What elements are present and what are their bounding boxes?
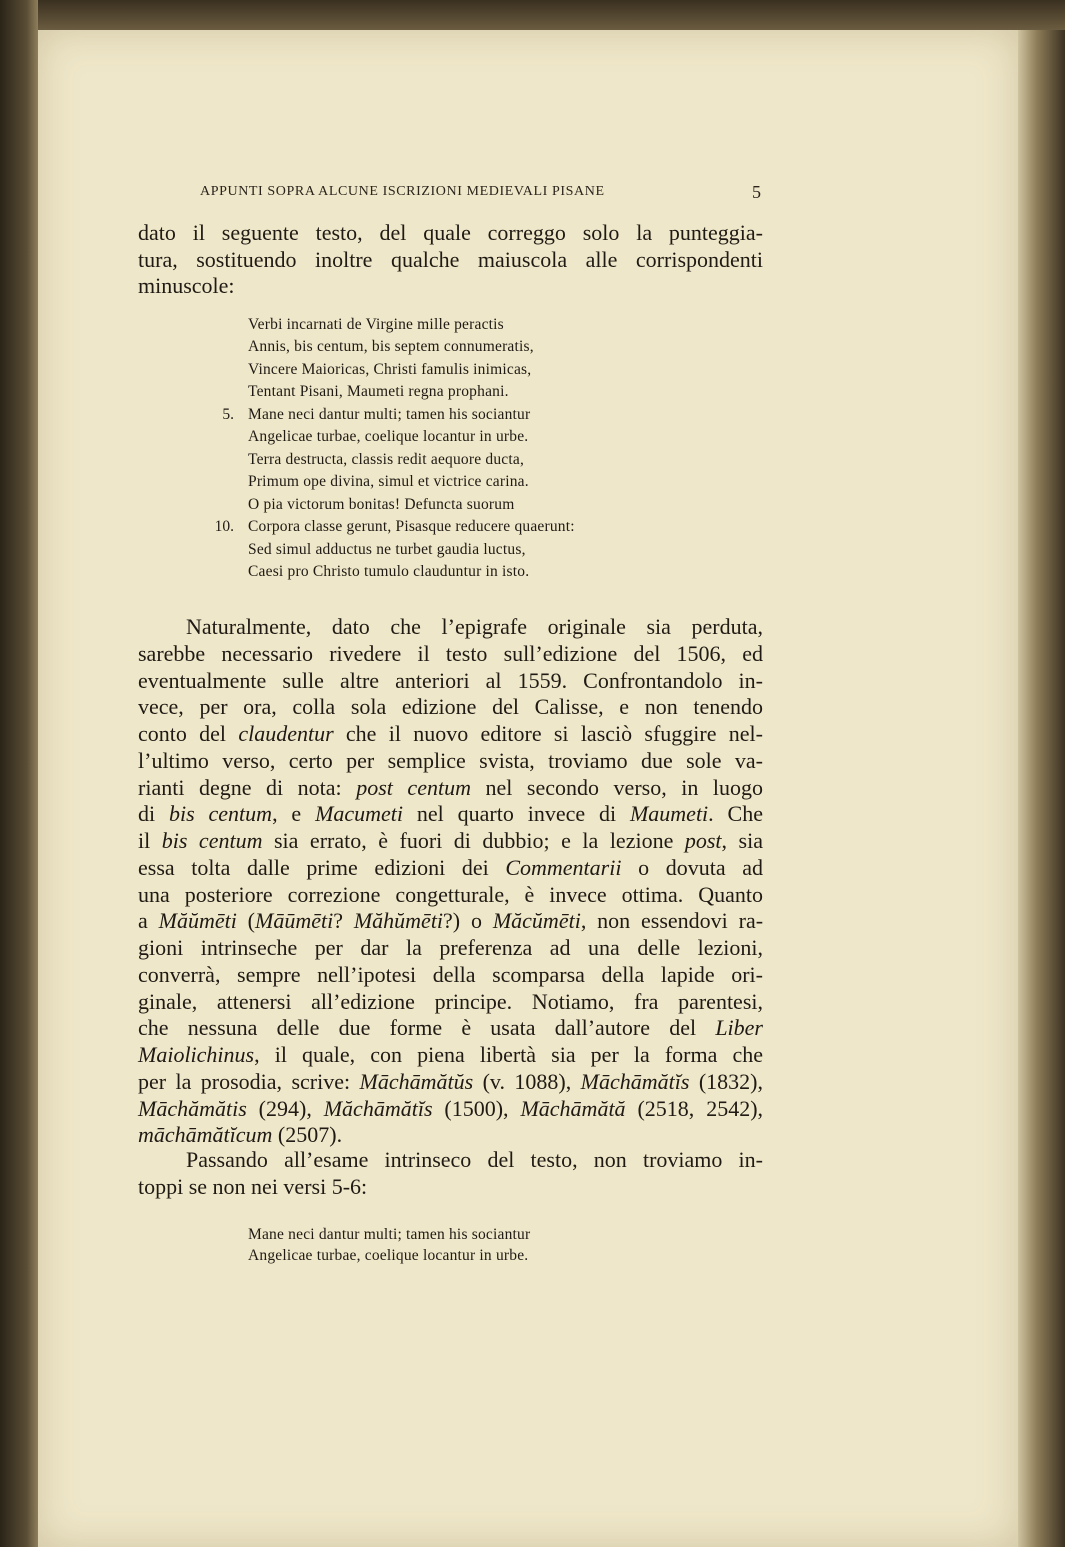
italic-term: Māchāmătă [520, 1095, 626, 1121]
poem-verse: Mane neci dantur multi; tamen his sociantur [248, 405, 531, 423]
text-run: tura, sostituendo inoltre qualche maiuscola alle corrispondenti [138, 247, 763, 272]
book-spine-edge [0, 0, 38, 1547]
poem-verse: Angelicae turbae, coelique locantur in urbe. [248, 428, 529, 446]
body-line [138, 720, 763, 748]
quoted-verse: Mane neci dantur multi; tamen his sociantur [248, 1226, 531, 1243]
body-line [138, 774, 763, 802]
italic-term: Māchāmătĭs [580, 1068, 690, 1094]
text-run: il [138, 828, 162, 853]
italic-term: Măhŭmēti [353, 908, 444, 934]
text-run: a [138, 908, 159, 934]
scan-right-edge [1018, 30, 1065, 1547]
body-line [138, 747, 763, 775]
italic-term: bis centum [161, 828, 263, 853]
text-run: sarebbe necessario rivedere il testo sull’edizione del 1506, ed [138, 640, 763, 666]
italic-term: Măchāmătĭs [323, 1095, 433, 1121]
running-header: APPUNTI SOPRA ALCUNE ISCRIZIONI MEDIEVALI PISANE [200, 184, 605, 199]
italic-term: Liber [715, 1015, 763, 1041]
poem-verse: Tentant Pisani, Maumeti regna prophani. [248, 383, 509, 401]
body-line [138, 1068, 763, 1096]
text-run: (v. 1088), [473, 1068, 581, 1094]
text-run: ?) o [443, 908, 493, 934]
text-run: Naturalmente, dato che l’epigrafe originale sia perduta, [186, 614, 763, 639]
text-run: nel quarto invece di [403, 801, 630, 827]
text-run: vece, per ora, colla sola edizione del Calisse, e non tenendo [138, 694, 763, 720]
italic-term: Măcŭmēti [492, 908, 581, 934]
text-run: che nessuna delle due forme è usata dall’autore del [138, 1015, 716, 1041]
poem-verse: Vincere Maioricas, Christi famulis inimicas, [248, 360, 532, 378]
body-line [138, 961, 763, 989]
body-line [138, 1041, 763, 1069]
italic-term: post centum [356, 774, 471, 800]
body-line [138, 1095, 763, 1123]
text-run: Passando all’esame intrinseco del testo, non troviamo in- [186, 1147, 763, 1172]
quoted-verse: Angelicae turbae, coelique locantur in urbe. [248, 1247, 529, 1264]
verse-number: 10. [214, 518, 234, 536]
body-line [138, 988, 763, 1016]
italic-term: māchāmătĭcum [138, 1122, 273, 1148]
body-line [138, 827, 763, 855]
italic-term: Măŭmēti [158, 908, 237, 934]
body-line [186, 613, 763, 641]
poem-verse: Verbi incarnati de Virgine mille peractis [248, 316, 504, 333]
text-run: , il quale, con piena libertà sia per la forma che [254, 1042, 763, 1067]
text-run: sia errato, è fuori di dubbio; e la lezione [262, 828, 685, 853]
body-line [138, 667, 763, 695]
text-run: eventualmente sulle altre anteriori al 1559. Confrontandolo in- [138, 667, 763, 693]
body-line [138, 693, 763, 721]
closing-line [138, 1173, 763, 1201]
page-number: 5 [752, 182, 761, 202]
text-run: dato il seguente testo, del quale correggo solo la punteggia- [138, 220, 763, 245]
text-run: l’ultimo verso, certo per semplice svista, troviamo due sole va- [138, 747, 763, 773]
text-run: o dovuta ad [621, 854, 763, 880]
body-line [138, 1014, 763, 1042]
text-run: (2507). [272, 1122, 343, 1148]
poem-verse: Annis, bis centum, bis septem connumeratis, [248, 338, 534, 356]
body-line [138, 907, 763, 935]
intro-line [138, 219, 763, 247]
italic-term: Commentarii [505, 854, 622, 880]
text-run: che il nuovo editore si lasciò sfuggire nel- [333, 721, 763, 746]
text-run: per la prosodia, scrive: [138, 1068, 360, 1094]
text-run: . Che [708, 801, 763, 827]
text-run: , sia [721, 828, 763, 853]
italic-term: Maumeti [629, 801, 709, 827]
italic-term: post [684, 828, 722, 853]
poem-verse: Sed simul adductus ne turbet gaudia luctus, [248, 540, 526, 558]
scan-top-edge [0, 0, 1065, 30]
italic-term: Māchămătis [138, 1095, 247, 1121]
text-run: essa tolta dalle prime edizioni dei [138, 854, 506, 880]
text-run: , non essendovi ra- [580, 908, 764, 934]
poem-verse: Caesi pro Christo tumulo clauduntur in isto. [248, 562, 530, 580]
text-run: conto del [138, 721, 239, 746]
body-line [138, 800, 763, 828]
text-run: (2518, 2542), [625, 1095, 764, 1121]
text-run: (1832), [689, 1068, 763, 1094]
italic-term: Maiolichinus [138, 1042, 255, 1067]
text-run: ? [333, 908, 354, 934]
italic-term: Macumeti [315, 801, 404, 827]
text-run: minuscole: [138, 273, 235, 298]
text-run: una posteriore correzione congetturale, è invece ottima. Quanto [138, 881, 763, 907]
text-run: toppi se non nei versi 5-6: [138, 1174, 368, 1199]
text-run: (1500), [432, 1095, 521, 1121]
italic-term: Māūmēti [255, 908, 334, 934]
text-run: , e [272, 801, 316, 827]
text-run: rianti degne di nota: [138, 774, 357, 800]
poem-verse: Primum ope divina, simul et victrice carina. [248, 473, 529, 491]
text-run: ginale, attenersi all’edizione principe. Notiamo, fra parentesi, [138, 988, 763, 1014]
body-line [138, 640, 763, 668]
body-line [138, 934, 763, 962]
text-run: gioni intrinseche per dar la preferenza ad una delle lezioni, [138, 935, 763, 960]
text-run: (294), [246, 1095, 324, 1121]
closing-line [186, 1146, 763, 1174]
intro-line [138, 272, 763, 300]
text-run: nel secondo verso, in luogo [470, 774, 764, 800]
text-run: converrà, sempre nell’ipotesi della scomparsa della lapide ori- [138, 961, 763, 987]
intro-line [138, 246, 763, 274]
poem-verse: Terra destructa, classis redit aequore ducta, [248, 450, 525, 468]
italic-term: Māchāmătŭs [359, 1068, 474, 1094]
italic-term: claudentur [238, 721, 334, 746]
poem-verse: O pia victorum bonitas! Defuncta suorum [248, 495, 515, 513]
text-run: ( [236, 908, 256, 934]
italic-term: bis centum [168, 801, 273, 827]
body-line [138, 881, 763, 909]
verse-number: 5. [222, 405, 234, 423]
text-run: di [138, 801, 169, 827]
body-line [138, 854, 763, 882]
poem-verse: Corpora classe gerunt, Pisasque reducere quaerunt: [248, 518, 575, 536]
